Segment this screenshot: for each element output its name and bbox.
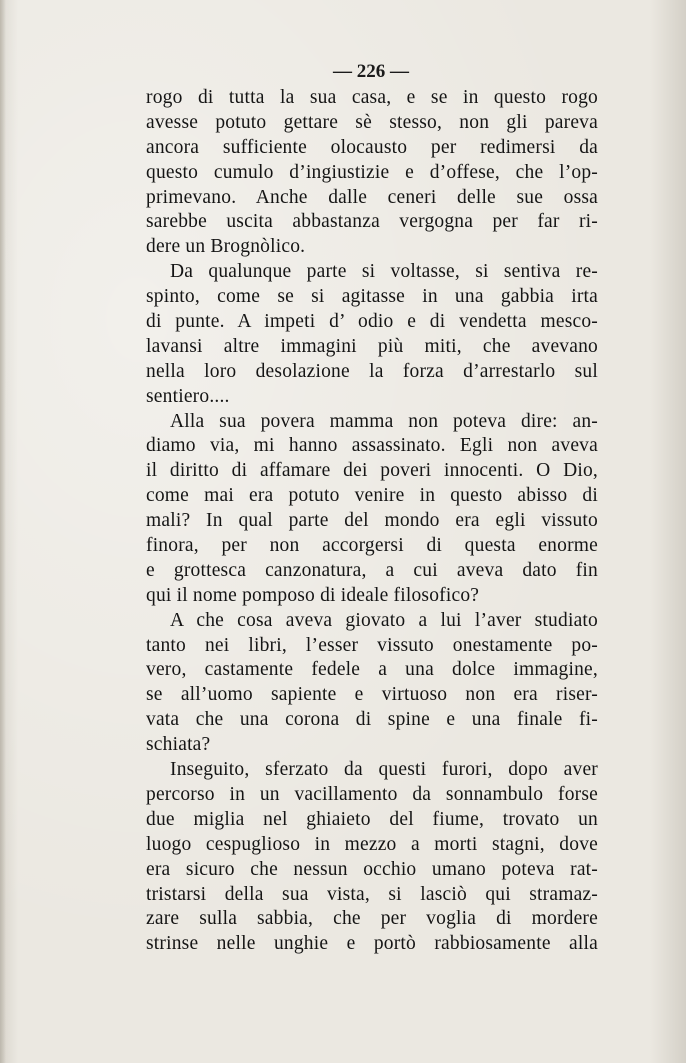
text-line: di punte. A impeti d’ odio e di vendetta mesco- (146, 311, 598, 333)
text-line: lavansi altre immagini più miti, che avevano (146, 335, 598, 357)
text-line: A che cosa aveva giovato a lui l’aver studiato (170, 609, 598, 631)
text-line: il diritto di affamare dei poveri innocenti. O Dio, (146, 460, 598, 482)
text-line: come mai era potuto venire in questo abisso di (146, 485, 598, 507)
text-line: dere un Brognòlico. (146, 236, 306, 258)
text-line: primevano. Anche dalle ceneri delle sue ossa (146, 186, 598, 208)
page-edge-shadow (0, 0, 6, 1063)
page-number: — 226 — (333, 61, 409, 82)
text-line: spinto, come se si agitasse in una gabbia irta (146, 286, 598, 308)
text-line: strinse nelle unghie e portò rabbiosamente alla (146, 933, 598, 955)
text-line: diamo via, mi hanno assassinato. Egli non aveva (146, 435, 598, 457)
text-line: finora, per non accorgersi di questa enorme (146, 535, 598, 557)
text-line: mali? In qual parte del mondo era egli vissuto (146, 510, 598, 532)
text-line: due miglia nel ghiaieto del fiume, trovato un (146, 808, 598, 830)
text-line: Alla sua povera mamma non poteva dire: an- (170, 410, 598, 432)
text-line: qui il nome pomposo di ideale filosofico? (146, 584, 480, 606)
text-line: era sicuro che nessun occhio umano poteva rat- (146, 858, 598, 880)
text-line: se all’uomo sapiente e virtuoso non era riser- (146, 684, 598, 706)
page-text (146, 86, 598, 957)
text-line: avesse potuto gettare sè stesso, non gli pareva (146, 111, 598, 133)
text-line: luogo cespuglioso in mezzo a morti stagni, dove (146, 833, 598, 855)
text-line: e grottesca canzonatura, a cui aveva dato fin (146, 559, 598, 581)
text-line: tristarsi della sua vista, si lasciò qui stramaz- (146, 883, 598, 905)
text-line: ancora sufficiente olocausto per redimersi da (146, 136, 598, 158)
text-line: vata che una corona di spine e una finale fi- (146, 709, 598, 731)
text-line: percorso in un vacillamento da sonnambulo forse (146, 783, 598, 805)
text-line: zare sulla sabbia, che per voglia di mordere (146, 908, 598, 930)
text-line: Da qualunque parte si voltasse, si sentiva re- (170, 261, 598, 283)
text-line: vero, castamente fedele a una dolce immagine, (146, 659, 598, 681)
text-line: tanto nei libri, l’esser vissuto onestamente po- (146, 634, 598, 656)
text-line: schiata? (146, 734, 211, 756)
text-line: Inseguito, sferzato da questi furori, dopo aver (170, 759, 598, 781)
text-line: nella loro desolazione la forza d’arrestarlo sul (146, 360, 598, 382)
text-line: questo cumulo d’ingiustizie e d’offese, che l’op- (146, 161, 598, 183)
text-line: sentiero.... (146, 385, 230, 407)
text-line: sarebbe uscita abbastanza vergogna per far ri- (146, 211, 598, 233)
text-line: rogo di tutta la sua casa, e se in questo rogo (146, 87, 598, 108)
